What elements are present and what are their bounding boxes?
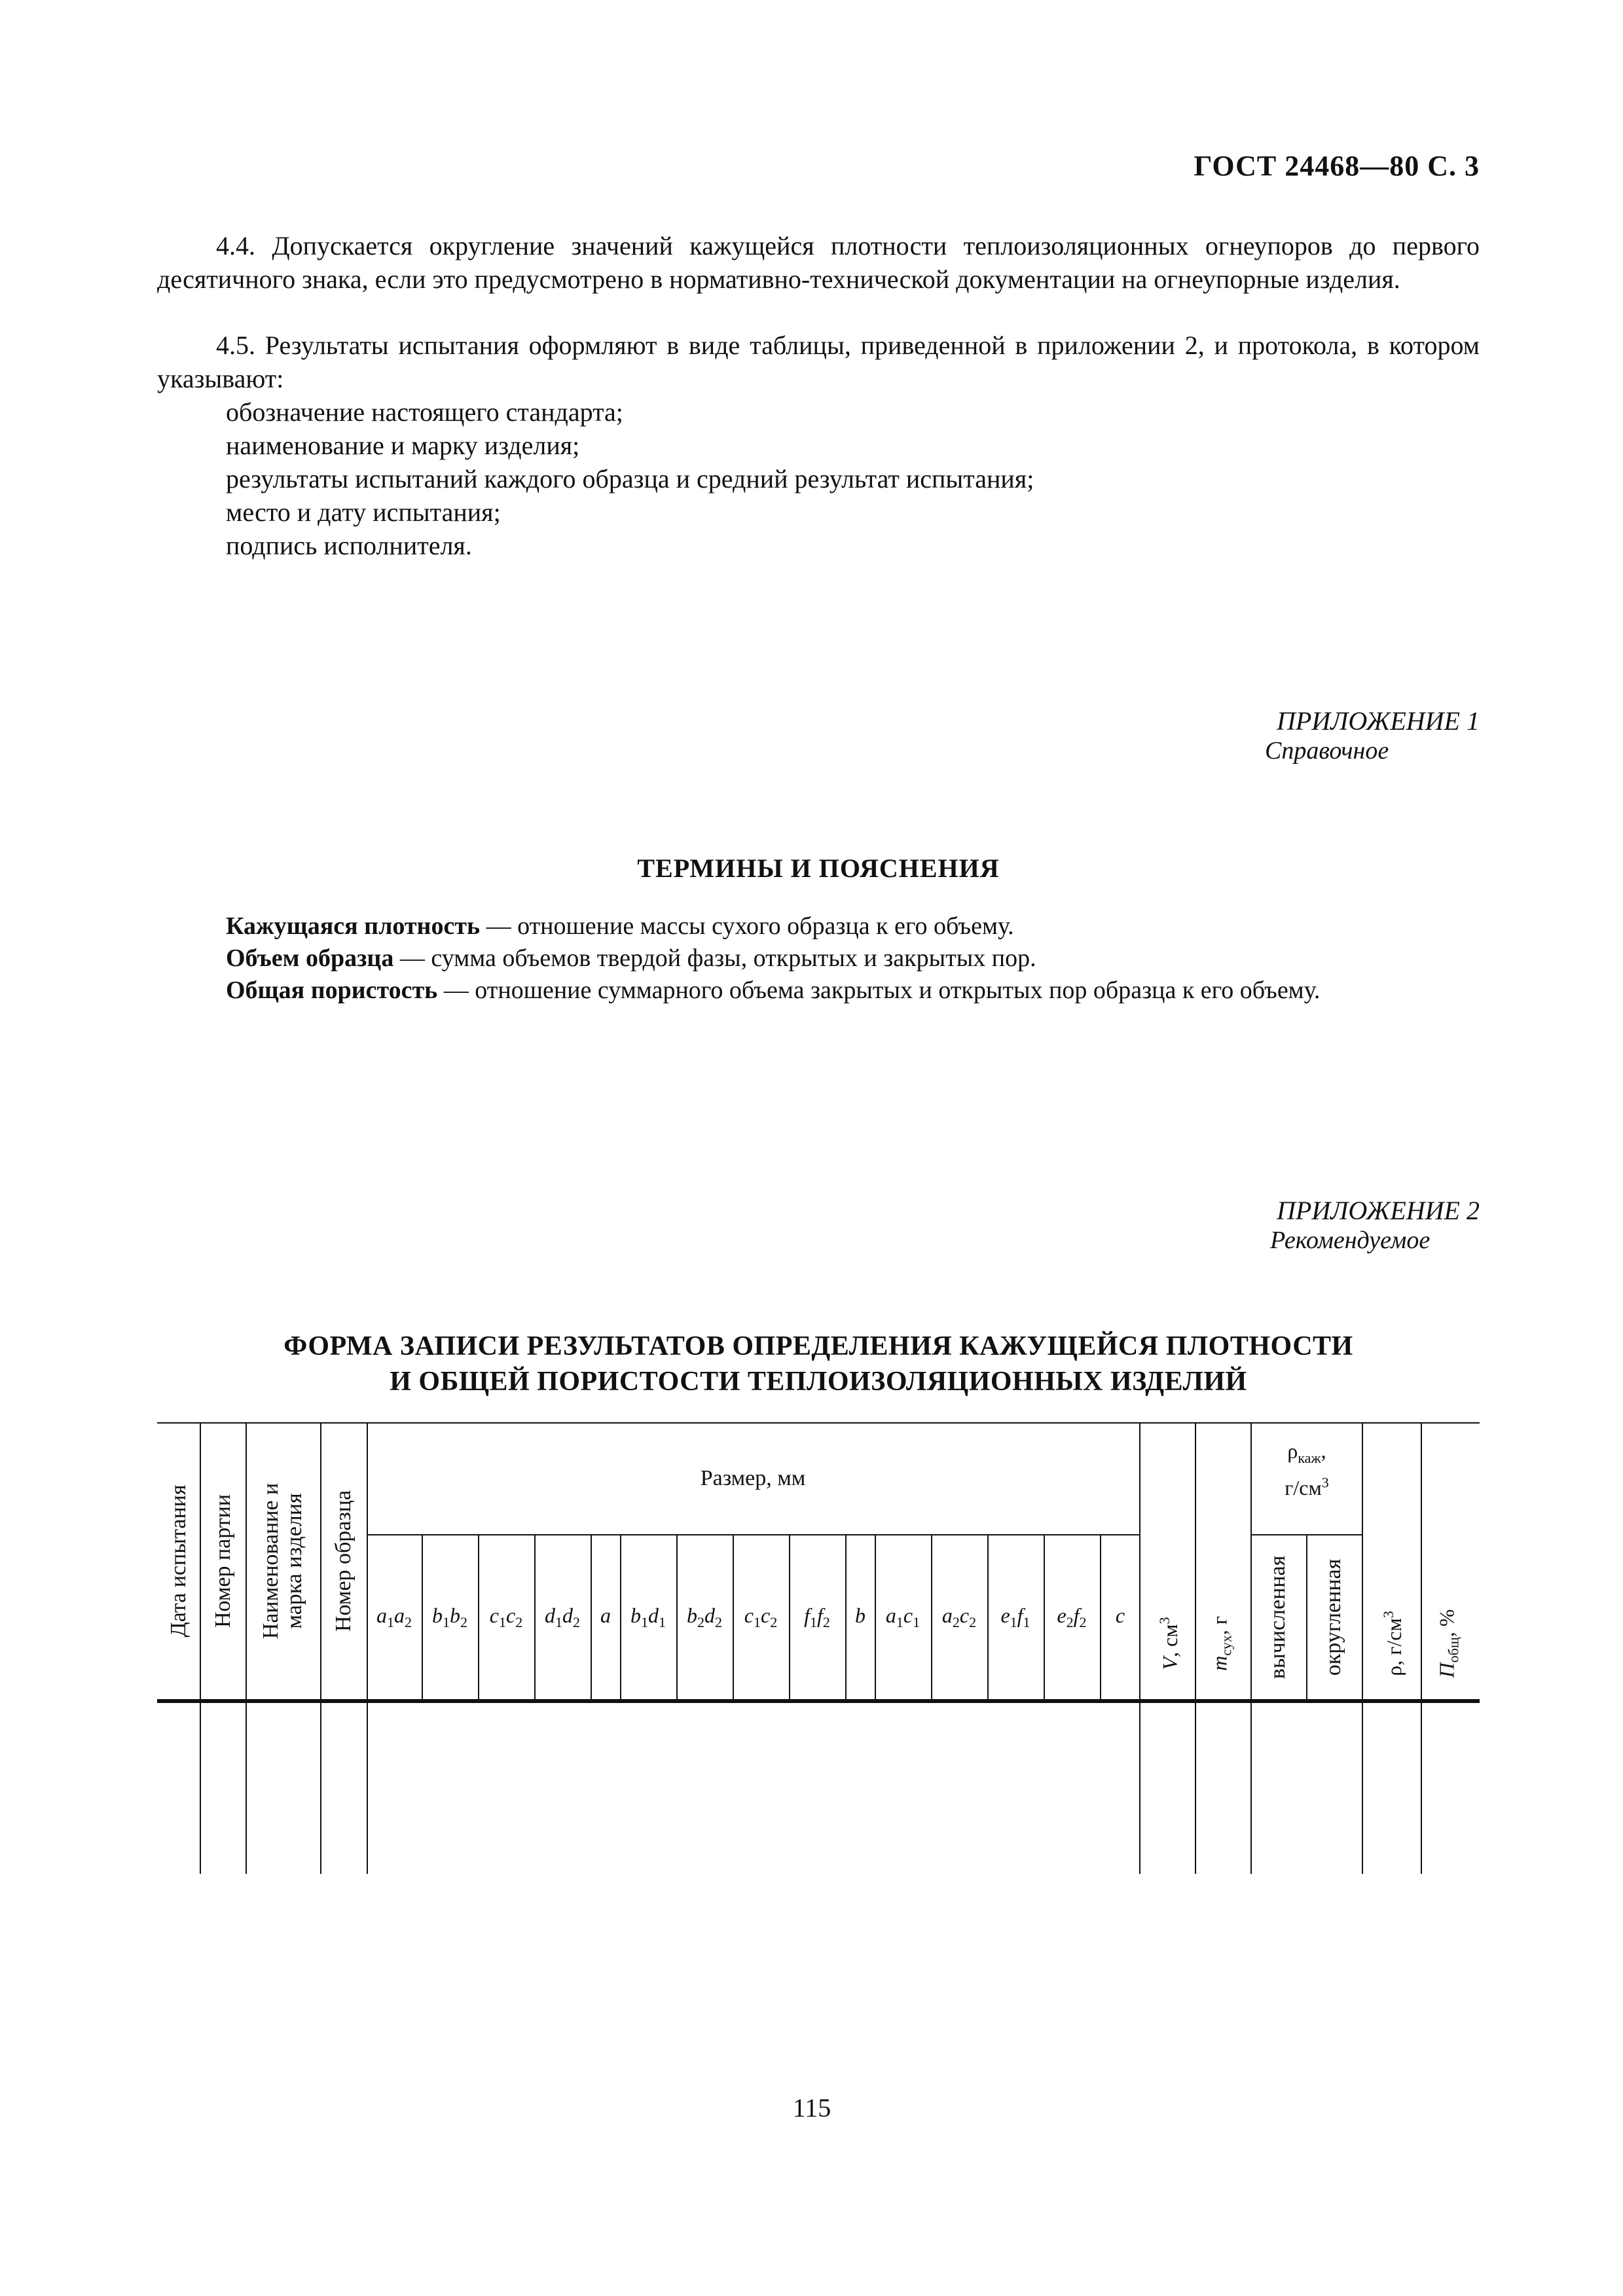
table-vline <box>534 1534 536 1701</box>
table-vline <box>1139 1422 1140 1874</box>
table-vline <box>1362 1422 1363 1874</box>
size-col-header: a <box>600 1603 611 1627</box>
col-header-porosity: $П_{общ}$, % <box>1434 1609 1462 1678</box>
size-col-header: $b_2d_2$ <box>687 1603 722 1631</box>
size-col-header: $b_1b_2$ <box>432 1603 467 1631</box>
size-col-header: $a_1a_2$ <box>376 1603 412 1631</box>
list-item: обозначение настоящего стандарта; <box>226 397 623 427</box>
list-item: результаты испытаний каждого образца и средний результат испытания; <box>226 464 1034 493</box>
size-col-header: $a_1c_1$ <box>885 1603 921 1631</box>
table-vline <box>1044 1534 1045 1701</box>
table-vline <box>733 1534 734 1701</box>
table-vline <box>367 1422 368 1874</box>
col-header-date: Дата испытания <box>166 1484 191 1638</box>
col-header-product: Наименование и марка изделия <box>259 1482 306 1640</box>
table-vline <box>422 1534 423 1701</box>
size-col-header: $e_1f_1$ <box>1000 1603 1030 1631</box>
rho-group-caption: $\rho_{каж}$, $г/см^3$ <box>1285 1439 1329 1500</box>
size-col-header: $f_1f_2$ <box>804 1603 830 1631</box>
document-code: ГОСТ 24468—80 С. 3 <box>1194 150 1480 182</box>
table-vline <box>200 1422 201 1874</box>
size-col-header: $c_1c_2$ <box>744 1603 778 1631</box>
table-vline <box>931 1534 932 1701</box>
table-vline <box>478 1534 479 1701</box>
results-table <box>157 1422 1480 1874</box>
table-vline <box>987 1534 989 1701</box>
form-title-line-1: ФОРМА ЗАПИСИ РЕЗУЛЬТАТОВ ОПРЕДЕЛЕНИЯ КАЖУЩЕЙСЯ ПЛОТНОСТИ <box>283 1331 1353 1361</box>
col-header-calculated: вычисленная <box>1266 1555 1290 1679</box>
size-col-header: $d_1d_2$ <box>545 1603 580 1631</box>
table-header-divider <box>157 1699 1480 1703</box>
table-vline <box>591 1534 592 1701</box>
col-header-density: ρ, $г/см^3$ <box>1380 1611 1406 1676</box>
table-vline <box>789 1534 790 1701</box>
list-item: наименование и марку изделия; <box>226 431 580 460</box>
size-col-header: $c_1c_2$ <box>489 1603 523 1631</box>
list-item: место и дату испытания; <box>226 497 501 527</box>
size-col-header: c <box>1115 1603 1125 1627</box>
form-title-line-2: И ОБЩЕЙ ПОРИСТОСТИ ТЕПЛОИЗОЛЯЦИОННЫХ ИЗДЕЛИЙ <box>390 1367 1247 1397</box>
table-vline <box>620 1534 621 1701</box>
appendix-1-type: Справочное <box>1265 737 1389 764</box>
term-item: Объем образца — сумма объемов твердой фазы, открытых и закрытых пор. <box>226 944 1036 972</box>
table-vline <box>676 1534 678 1701</box>
size-group-divider <box>368 1534 1140 1535</box>
table-vline <box>1306 1534 1307 1701</box>
table-vline <box>1250 1422 1252 1874</box>
terms-title: ТЕРМИНЫ И ПОЯСНЕНИЯ <box>637 853 1000 883</box>
col-header-volume: V, $см^3$ <box>1156 1617 1182 1670</box>
page-number: 115 <box>792 2093 831 2123</box>
table-vline <box>246 1422 247 1874</box>
table-vline <box>320 1422 321 1874</box>
table-vline <box>1100 1534 1101 1701</box>
table-border-top <box>157 1422 1480 1424</box>
table-vline <box>1421 1422 1422 1874</box>
clause-4-5: 4.5. Результаты испытания оформляют в виде таблицы, приведенной в приложении 2, и протокола, в котором указывают: <box>157 331 1480 393</box>
rho-group-divider <box>1252 1534 1363 1535</box>
appendix-2-type: Рекомендуемое <box>1270 1227 1431 1254</box>
size-col-header: $b_1d_1$ <box>630 1603 666 1631</box>
col-header-sample: Номер образца <box>331 1490 356 1632</box>
size-col-header: $a_2c_2$ <box>941 1603 977 1631</box>
table-vline <box>875 1534 876 1701</box>
list-item: подпись исполнителя. <box>226 531 472 560</box>
size-col-header: $e_2f_2$ <box>1057 1603 1087 1631</box>
size-col-header: b <box>855 1603 866 1627</box>
term-item: Общая пористость — отношение суммарного объема закрытых и открытых пор образца к его объему. <box>226 977 1321 1004</box>
table-vline <box>1195 1422 1196 1874</box>
col-header-mass: $m_{сух}$, г <box>1207 1616 1235 1671</box>
table-vline <box>845 1534 847 1701</box>
appendix-1-label: ПРИЛОЖЕНИЕ 1 <box>1277 706 1480 736</box>
appendix-2-label: ПРИЛОЖЕНИЕ 2 <box>1277 1196 1480 1225</box>
col-header-batch: Номер партии <box>211 1494 235 1628</box>
col-header-rounded: округленная <box>1321 1558 1345 1676</box>
clause-4-4: 4.4. Допускается округление значений кажущейся плотности теплоизоляционных огнеупоров до первого десятичного знака, если это предусмотрено в нормативно-технической документации на огнеупорные изделия. <box>157 231 1480 294</box>
size-group-caption: Размер, мм <box>700 1466 806 1490</box>
term-item: Кажущаяся плотность — отношение массы сухого образца к его объему. <box>226 912 1014 940</box>
